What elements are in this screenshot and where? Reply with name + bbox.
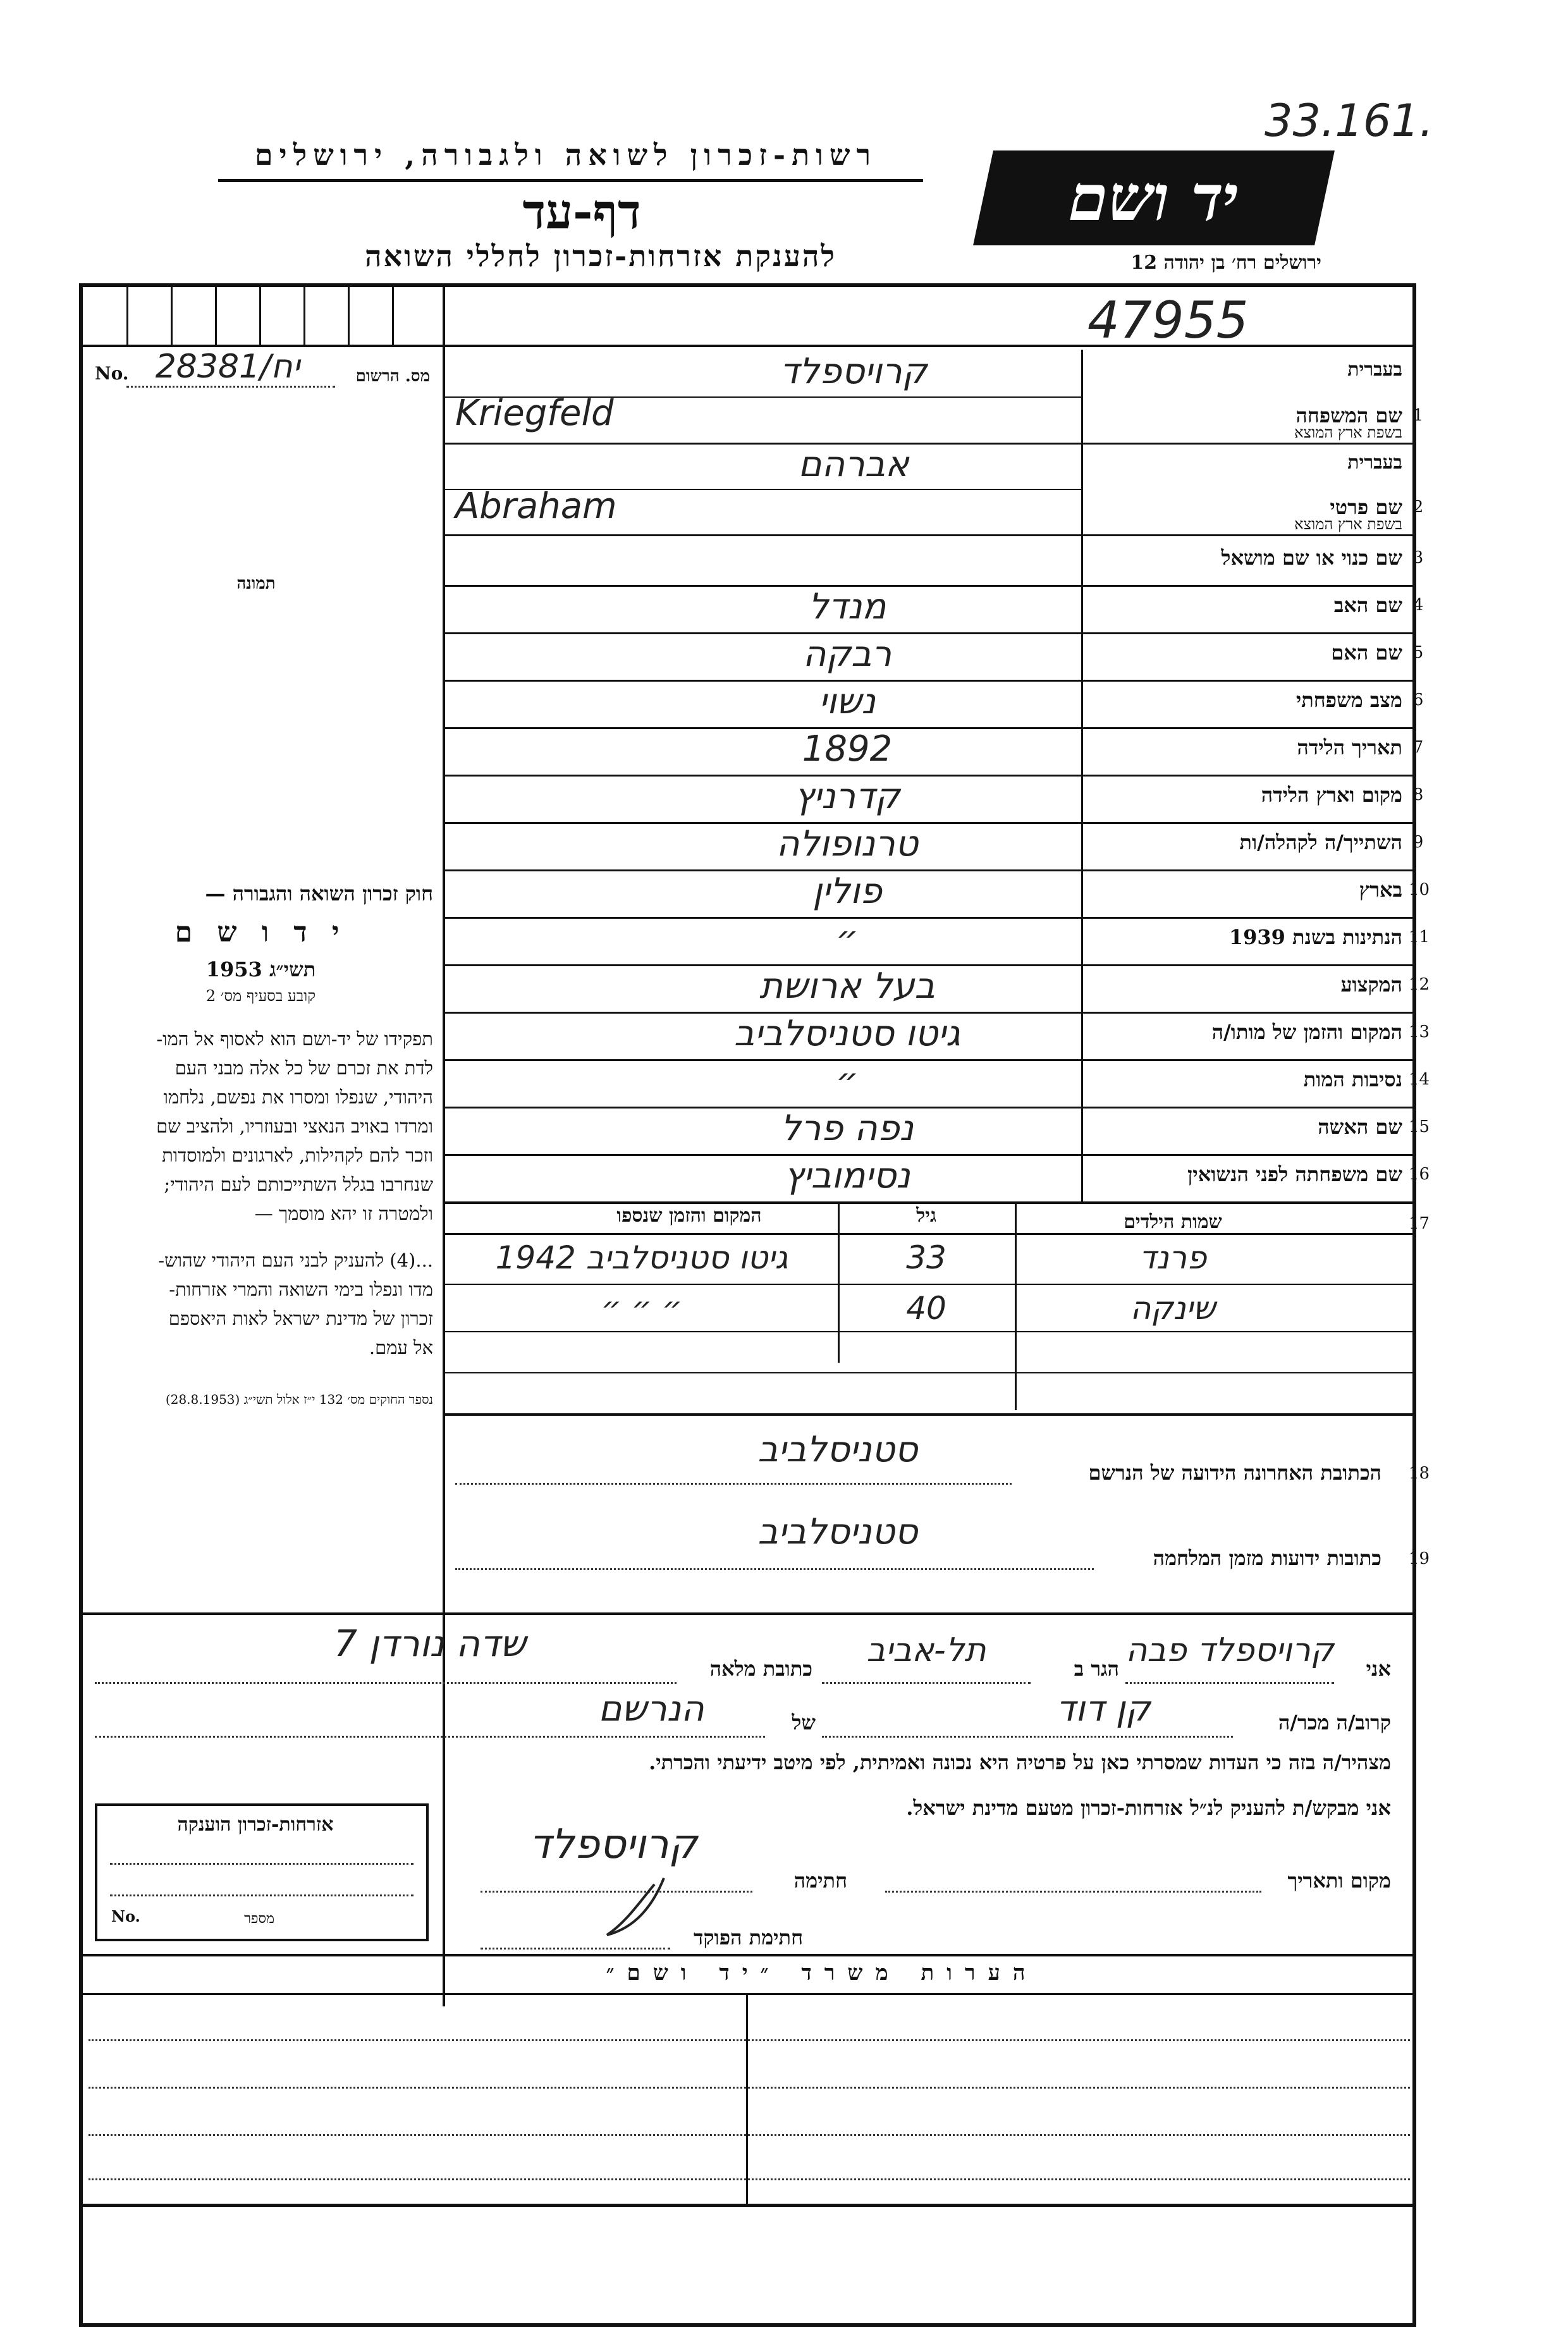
children-col-age: גיל: [916, 1205, 936, 1227]
child-place-2: ״ ״ ״: [601, 1290, 683, 1327]
field-value: נסימוביץ: [784, 1155, 910, 1196]
yad-vashem-logo: יד ושם: [973, 150, 1335, 245]
stamp-dotline-2: [110, 1894, 413, 1896]
field-label: הנתינות בשנת 1939: [1228, 925, 1402, 949]
field-label: שם האם: [1331, 641, 1402, 665]
law-paragraph2: ...(4) להעניק לבני העם היהודי שהוש- מדו ונפלו בימי השואה והמרי אזרחות- זכרון של מדינת ישראל לאות היאספם אל עמם.: [158, 1249, 433, 1358]
field-label: תאריך הלידה: [1297, 735, 1402, 759]
field-value-hebrew: קרויספלד: [780, 351, 928, 392]
children-row-line-3: [443, 1372, 1412, 1373]
stamp-box-mispar: מספר: [244, 1911, 274, 1927]
field-value: נשוי: [819, 681, 876, 722]
decl-city: תל-אביב: [866, 1631, 986, 1669]
field-value: גיטו סטניסלביב: [733, 1013, 960, 1054]
field-label: מקום וארץ הלידה: [1261, 783, 1402, 807]
children-col-names: שמות הילדים: [1124, 1211, 1222, 1233]
children-row-line-1: [443, 1284, 1412, 1285]
decl-full-address: כתובת מלאה: [709, 1657, 812, 1681]
law-paragraph1: תפקידו של יד-ושם הוא לאסוף אל המו- לדת את זכרם של כל אלה מבני העם היהודי, שנפלו ומסרו את נפשם, נלחמו ומרדו באויב הנאצי ובעוזריו, ולהציב שם וזכר להם לקהילות, לארגונים ולמוסדות שנחרבו בגלל השתייכותם לעם היהודי; ולמטרה זו יהא מוסמך —: [156, 1028, 433, 1224]
law-footnote: נספר החוקים מס׳ 132 י״ז אלול תשי״ג (28.8.1953): [165, 1392, 433, 1407]
field-value: נפה פרל: [780, 1108, 914, 1149]
stamp-dotline-1: [110, 1863, 413, 1865]
field-value: טרנופולה: [776, 823, 919, 864]
field-number: 8: [1412, 785, 1424, 804]
registration-no-label: No.: [95, 363, 129, 384]
decl-of-dotline: [95, 1736, 765, 1738]
decl-relation-dotline: [822, 1736, 1233, 1738]
decl-name: קרויספלד פבה: [1125, 1631, 1334, 1669]
decl-name-dotline: [1125, 1682, 1334, 1684]
law-sidebar: [89, 879, 433, 1416]
page-subtitle: להענקת אזרחות-זכרון לחללי השואה: [365, 239, 836, 273]
field-value: רבקה: [802, 634, 892, 675]
child-age-1: 33: [906, 1239, 946, 1276]
field-sublabel-origin: בשפת ארץ המוצא: [1294, 515, 1402, 533]
wartime-address-value: סטניסלביב: [757, 1511, 918, 1552]
page-title: דף-עד: [522, 183, 641, 240]
field-number: 11: [1409, 928, 1430, 947]
field-number-17: 17: [1409, 1214, 1430, 1233]
decl-address-dotline: [95, 1682, 677, 1684]
stamp-box-title: אזרחות-זכרון הוענקה: [177, 1814, 334, 1836]
children-col-place: המקום והזמן שנספו: [616, 1205, 762, 1227]
field-number: 10: [1409, 880, 1430, 899]
decl-relation-label: קרוב/ה מכר/ה: [1278, 1710, 1391, 1735]
children-bottom-line: [443, 1413, 1412, 1416]
decl-statement-1: מצהיר/ה בזה כי העדות שמסרתי כאן על פרטיה היא נכונה ואמיתית, לפי מיטב ידיעתי והכרתי.: [649, 1750, 1391, 1774]
field-value: קדרניץ: [794, 776, 900, 817]
field-value: מנדל: [808, 586, 886, 627]
field-label: המקצוע: [1340, 973, 1402, 997]
field-value: 1892: [802, 728, 893, 770]
notes-top-line: [83, 1954, 1412, 1956]
decl-of: הנרשם: [598, 1688, 704, 1729]
field-sublabel-hebrew: בעברית: [1347, 451, 1402, 474]
notes-title: הערות משרד ״יד ושם״: [606, 1960, 1038, 1986]
decl-official-sig: חתימת הפוקד: [694, 1925, 803, 1949]
field-label: המקום והזמן של מותו/ה: [1211, 1020, 1402, 1044]
decl-of-label: של: [792, 1710, 816, 1735]
decl-resides: הגר ב: [1074, 1657, 1119, 1681]
child-place-1: גיטו סטניסלביב 1942: [495, 1239, 788, 1276]
children-row-line-2: [443, 1331, 1412, 1332]
field-number: 5: [1412, 643, 1424, 662]
registration-number: 28381/יח: [155, 348, 300, 386]
field-label: שם המשפחה: [1295, 403, 1402, 427]
wartime-address-label: כתובות ידועות מזמן המלחמה: [1153, 1546, 1381, 1570]
field-number: 15: [1409, 1117, 1430, 1136]
field-number: 6: [1412, 691, 1424, 709]
decl-official-dotline: [481, 1948, 670, 1949]
field-number: 16: [1409, 1165, 1430, 1184]
last-address-value: סטניסלביב: [757, 1429, 918, 1470]
decl-city-dotline: [822, 1682, 1031, 1684]
field-number: 2: [1412, 498, 1424, 517]
child-name-2: שינקה: [1130, 1290, 1216, 1327]
field-number: 13: [1409, 1022, 1430, 1041]
registration-label: מס. הרשום: [355, 367, 430, 386]
field-value: פולין: [812, 871, 882, 912]
child-age-2: 40: [906, 1290, 946, 1327]
label-column-divider: [1081, 350, 1083, 1201]
field-label: שם כנוי או שם מושאל: [1221, 546, 1402, 570]
field-label: בארץ: [1359, 878, 1402, 902]
field-number-19: 19: [1409, 1549, 1430, 1568]
logo-address: ירושלים רח׳ בן יהודה 12: [1130, 252, 1321, 274]
decl-address: שדה נורדן 7: [334, 1622, 526, 1665]
field-value: בעל ארושת: [759, 966, 935, 1007]
children-col-divider-1: [838, 1201, 840, 1363]
signature-flourish: [594, 1872, 683, 1948]
field-label: שם פרטי: [1330, 495, 1402, 519]
decl-ani: אני: [1366, 1657, 1391, 1681]
decl-place-date-dotline: [885, 1891, 1261, 1893]
last-address-label: הכתובת האחרונה הידועה של הנרשם: [1088, 1461, 1381, 1485]
sidebar-divider: [443, 286, 445, 2006]
citizenship-stamp-box: [95, 1803, 429, 1941]
field-value-hebrew: אברהם: [798, 444, 909, 485]
field-number: 4: [1412, 596, 1424, 615]
field-number: 1: [1412, 406, 1424, 425]
declaration-top-line: [83, 1612, 1412, 1615]
field18-dotline: [455, 1483, 1012, 1485]
field-number: 7: [1412, 738, 1424, 757]
stamp-box-no: No.: [111, 1907, 140, 1925]
field19-dotline: [455, 1568, 1094, 1570]
field-value-origin: Kriegfeld: [455, 393, 614, 434]
child-name-1: פרנד: [1139, 1239, 1207, 1276]
decl-place-date: מקום ותאריך: [1287, 1869, 1391, 1893]
decl-statement-2: אני מבקש/ת להעניק לנ״ל אזרחות-זכרון מטעם מדינת ישראל.: [906, 1796, 1391, 1820]
field-sublabel-origin: בשפת ארץ המוצא: [1294, 424, 1402, 441]
law-name: י ד ו ש ם: [175, 916, 347, 949]
field-number: 12: [1409, 975, 1430, 994]
field-sublabel-hebrew: בעברית: [1347, 359, 1402, 381]
field-value: ״: [835, 918, 859, 959]
form-bottom-line: [83, 2204, 1412, 2207]
children-header-line: [443, 1233, 1412, 1235]
field-label: השתייך/ה לקהלה/ות: [1239, 830, 1402, 854]
field-label: נסיבות המות: [1303, 1067, 1402, 1091]
field-number-18: 18: [1409, 1464, 1430, 1483]
law-year: תשי״ג 1953: [205, 957, 316, 981]
law-title: חוק זכרון השואה והגבורה —: [205, 881, 433, 906]
field-divider: [443, 534, 1412, 536]
field-number: 14: [1409, 1070, 1430, 1089]
header-underline: [218, 179, 923, 182]
photo-label: תמונה: [236, 574, 276, 593]
field-label: שם האשה: [1318, 1115, 1402, 1139]
decl-signature: קרויספלד: [529, 1821, 698, 1868]
field-number: 3: [1412, 548, 1424, 567]
decl-signature-label: חתימה: [793, 1869, 847, 1893]
field-value-origin: Abraham: [455, 486, 617, 527]
children-top-line: [443, 1201, 1412, 1204]
decl-relation: קן דוד: [1056, 1688, 1151, 1729]
field-label: מצב משפחתי: [1295, 688, 1402, 712]
stamp-number: 47955: [1087, 291, 1249, 350]
notes-col-divider: [746, 1995, 748, 2204]
institution-name: רשות-זכרון לשואה ולגבורה, ירושלים: [254, 138, 878, 172]
field-label: שם האב: [1333, 593, 1402, 617]
registration-dotline: [126, 386, 335, 388]
archive-number: 33.161.: [1265, 95, 1434, 147]
field-number: 9: [1412, 833, 1424, 852]
field-value: ״: [835, 1060, 859, 1102]
law-note: קובע בסעיף מס׳ 2: [205, 987, 316, 1005]
field-label: שם משפחתה לפני הנשואין: [1187, 1162, 1402, 1186]
